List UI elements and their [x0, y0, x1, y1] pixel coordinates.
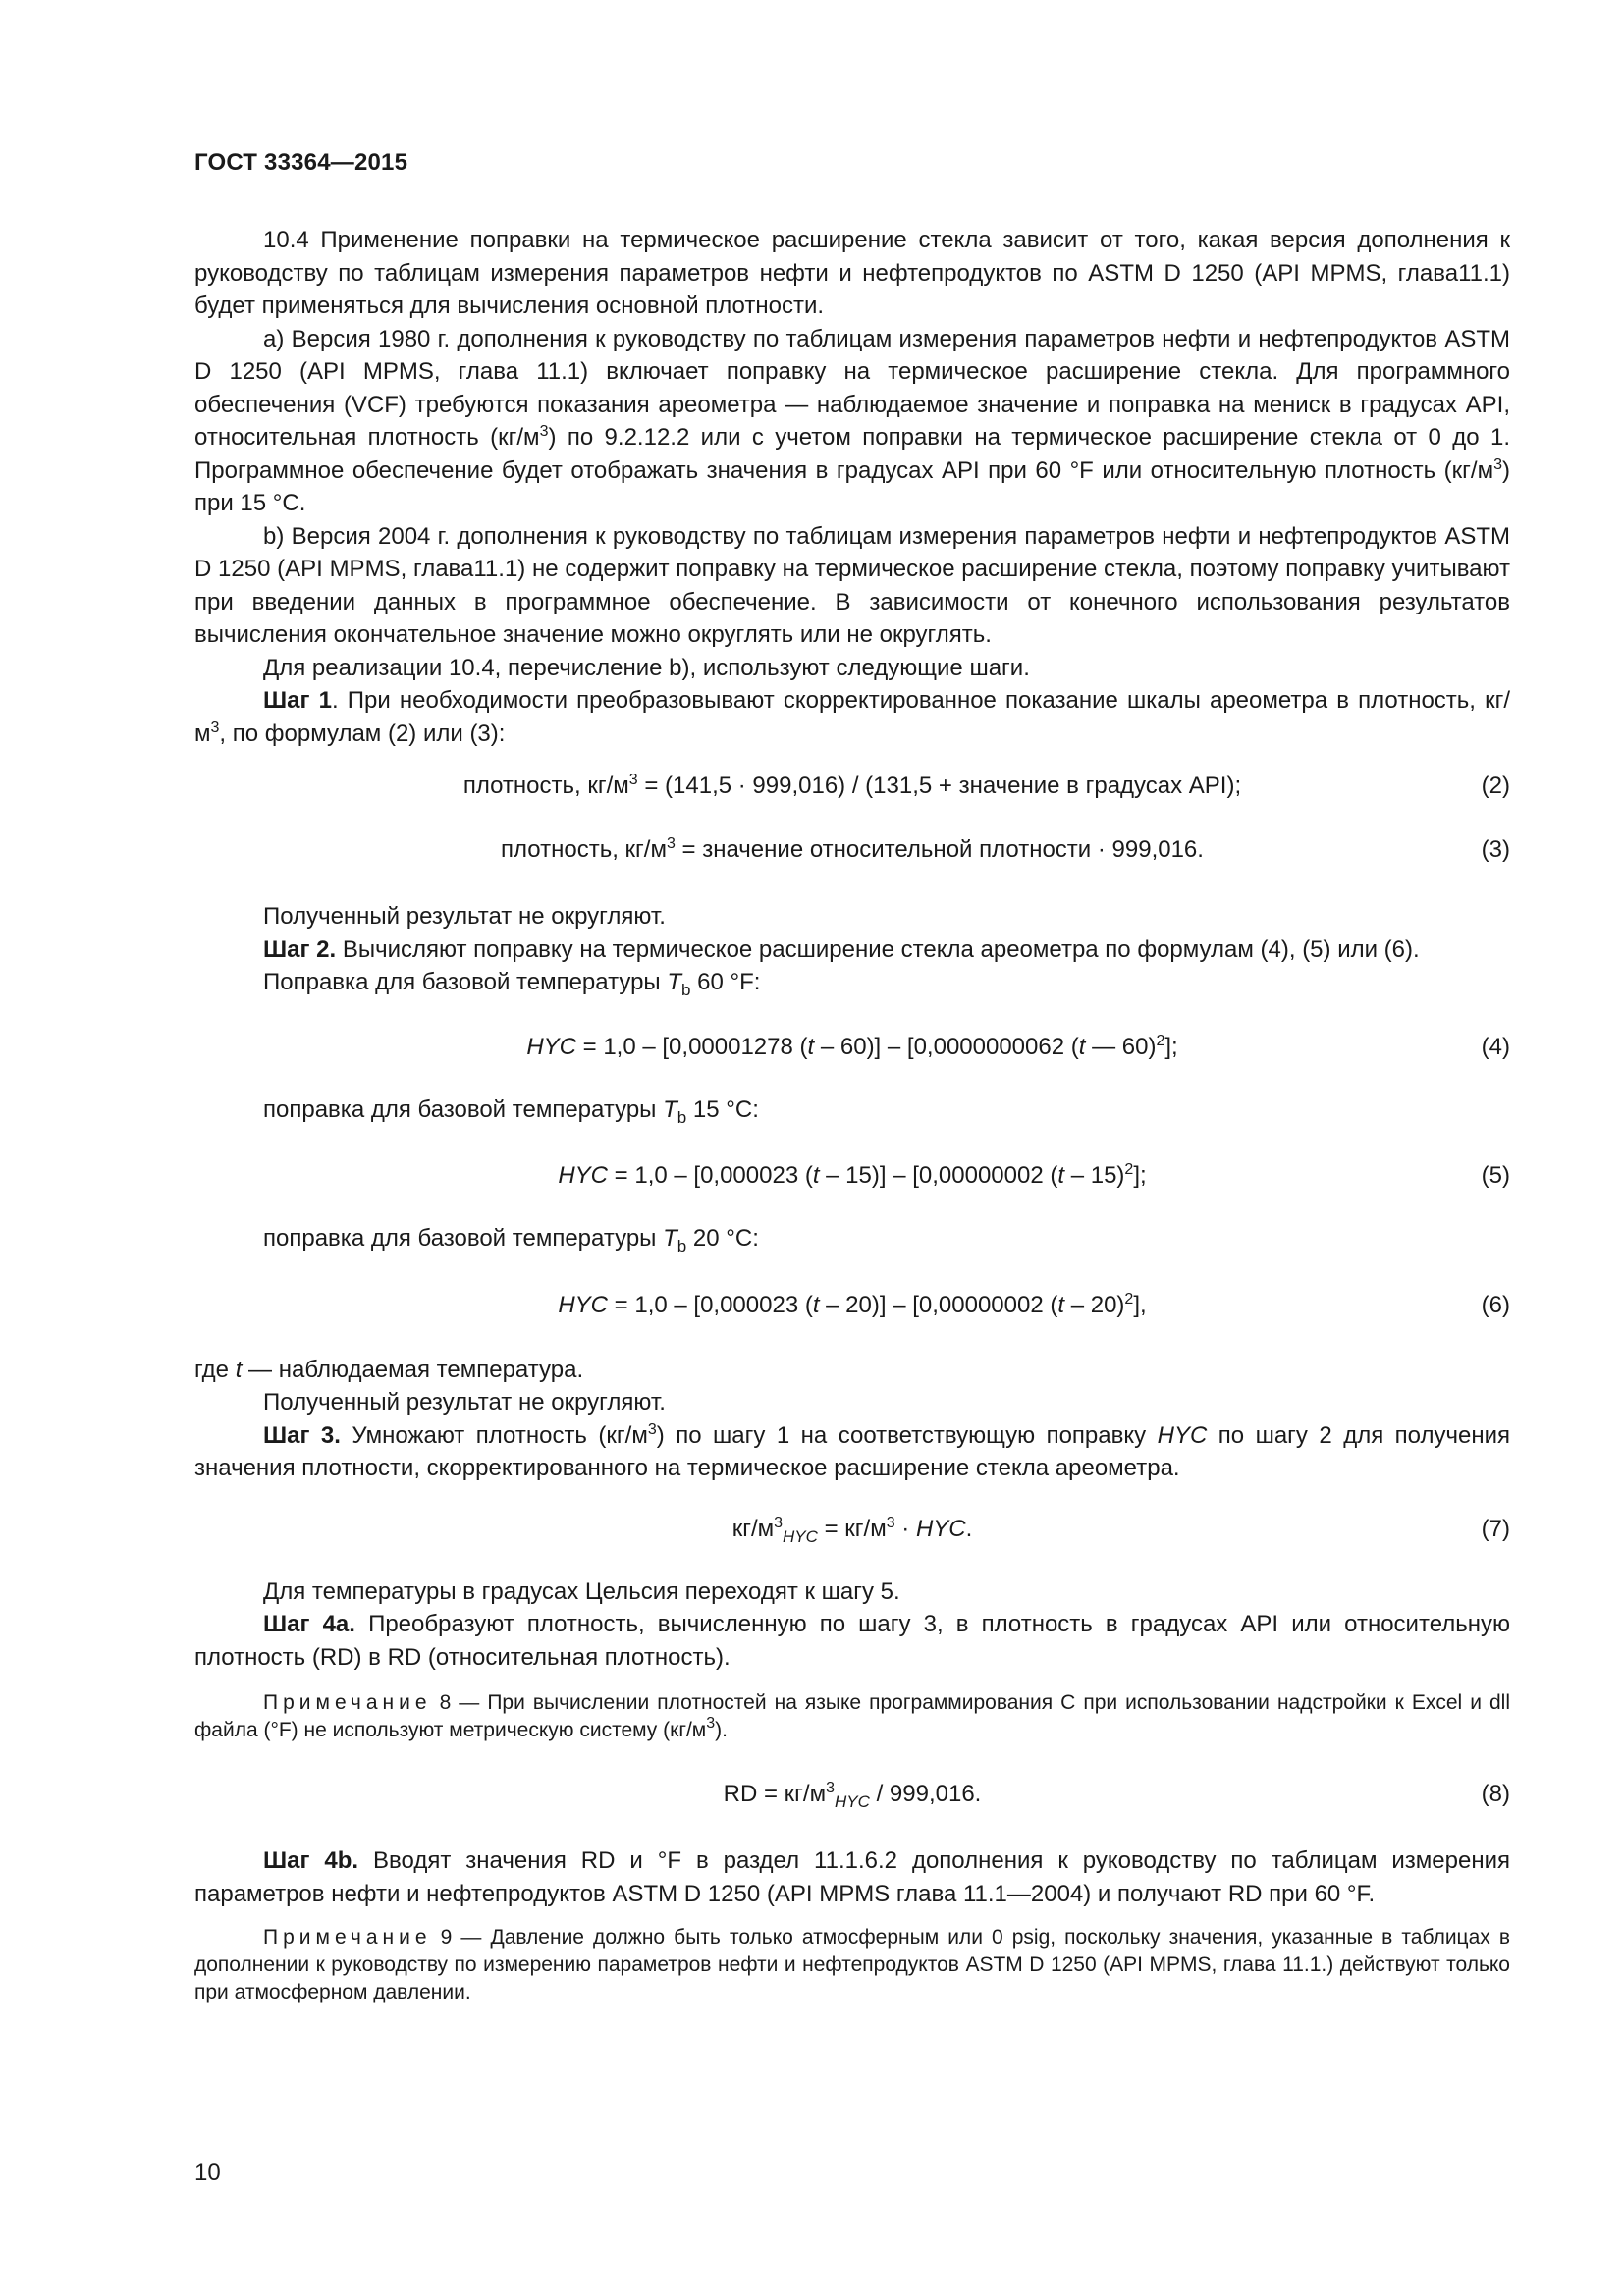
correction-60f: Поправка для базовой температуры $T_b$ 60 °F: [263, 969, 761, 999]
equation-number-2: (2) [1481, 773, 1510, 799]
step-2: Шаг 2. Вычисляют поправку на термическое расширение стекла ареометра по формулам (4), (5) или (6). [263, 935, 1420, 963]
equation-2: плотность, $кг/м^3 = (141,5 \cdot 999,016) / (131,5$ + значение в градусах API); (2) [194, 770, 1510, 803]
correction-20c: поправка для базовой температуры $T_b$ 20 °С: [263, 1225, 759, 1255]
equation-number-8: (8) [1481, 1781, 1510, 1807]
step-4b-label: Шаг 4b. [263, 1847, 359, 1874]
celsius-note: Для температуры в градусах Цельсия переходят к шагу 5. [263, 1577, 900, 1605]
equation-6: HYC = 1,0 – [0,000023 (t – 20)] – [0,00000002 (t – 20)$^2$], (6) [194, 1289, 1510, 1322]
step-1-label: Шаг 1 [263, 687, 332, 714]
equation-7: $кг/м^3_{HYC} = кг/м^3$ · HYC. (7) [731, 1514, 1510, 1546]
where-t: где t — наблюдаемая температура. [194, 1356, 584, 1383]
step-4a: Шаг 4а. Преобразуют плотность, вычисленную по шагу 3, в плотность в градусах API или относительную плотность (RD) в RD (относительная плотность). [194, 1611, 1511, 1671]
equation-number-4: (4) [1481, 1033, 1510, 1060]
page-number: 10 [194, 2160, 221, 2186]
paragraph-a: a) Версия 1980 г. дополнения к руководству по таблицам измерения параметров нефти и нефтепродуктов ASTM D 1250 (API MPMS, глава 11.1) включает поправку на термическое расширение стекла. Для программного обеспечения (VCF) требуются показания ареометра — наблюдаемое значение и поправка на мениск в градусах API, относительная плотность $(кг/м^3)$ по 9.2.12.2 или с учетом поправки на термическое расширение стекла от 0 до 1. Программное обеспечение будет отображать значения в градусах API при 60 °F или относительную плотность $(кг/м^3)$ при 15 °С. [194, 325, 1510, 516]
note-8-label: Примечание [263, 1691, 432, 1714]
step-3: Шаг 3. Умножают плотность $(кг/м^3)$ по шагу 1 на соответствующую поправку HYC по шагу 2 для получения значения плотности, скорректированного на термическое расширение стекла ареометра. [194, 1420, 1511, 1481]
correction-15c: поправка для базовой температуры $T_b$ 15 °С: [263, 1095, 759, 1127]
note-9-label: Примечание [263, 1926, 432, 1949]
no-round-note-2: Полученный результат не округляют. [263, 1389, 666, 1415]
document-page [194, 0, 1510, 2296]
equation-3: плотность, $кг/м^3$ = значение относительной плотности · 999,016. (3) [194, 833, 1510, 867]
equation-number-7: (7) [1481, 1515, 1510, 1542]
equation-number-6: (6) [1481, 1291, 1510, 1318]
step-4a-label: Шаг 4а. [263, 1611, 355, 1637]
step-1: Шаг 1. При необходимости преобразовывают скорректированное показание шкалы ареометра в плотность, $кг/м^3$, по формулам (2) или (3): [194, 687, 1511, 747]
note-8: Примечание 8 — При вычислении плотностей на языке программирования С при использовании надстройки к Excel и dll файла (°F) не используют метрическую систему $(кг/м^3)$. [194, 1691, 1510, 1741]
paragraph-b: b) Версия 2004 г. дополнения к руководству по таблицам измерения параметров нефти и нефтепродуктов ASTM D 1250 (API MPMS, глава11.1) не содержит поправку на термическое расширение стекла, поэтому поправку учитывают при введении данных в программное обеспечение. В зависимости от конечного использования результатов вычисления окончательное значение можно округлять или не округлять. [194, 522, 1510, 648]
step-3-label: Шаг 3. [263, 1421, 341, 1449]
note-9: Примечание 9 — Давление должно быть только атмосферным или 0 psig, поскольку значения, указанные в таблицах в дополнении к руководству по измерению параметров нефти и нефтепродуктов ASTM D 1250 (API MPMS, глава 11.1.) действуют только при атмосферном давлении. [194, 1926, 1510, 2003]
document-header: ГОСТ 33364—2015 [194, 149, 408, 176]
equation-4: HYC = 1,0 – [0,00001278 (t – 60)] – [0,0000000062 (t — 60)$^2$]; (4) [194, 1031, 1510, 1064]
equation-8: RD = $кг/м^3_{HYC} / 999,016$. (8) [723, 1780, 1510, 1811]
step-2-label: Шаг 2. [263, 935, 337, 963]
paragraph-10-4: 10.4 Применение поправки на термическое расширение стекла зависит от того, какая версия дополнения к руководству по таблицам измерения параметров нефти и нефтепродуктов по ASTM D 1250 (API MPMS, глава11.1) будет применяться для вычисления основной плотности. [194, 227, 1510, 319]
equation-number-3: (3) [1481, 836, 1510, 863]
equation-number-5: (5) [1481, 1162, 1510, 1189]
step-4b: Шаг 4b. Вводят значения RD и °F в раздел 11.1.6.2 дополнения к руководству по таблицам измерения параметров нефти и нефтепродуктов ASTM D 1250 (API MPMS глава 11.1—2004) и получают RD при 60 °F. [194, 1847, 1511, 1907]
paragraph-implementation: Для реализации 10.4, перечисление b), используют следующие шаги. [263, 654, 1030, 681]
equation-5: HYC = 1,0 – [0,000023 (t – 15)] – [0,00000002 (t – 15)$^2$]; (5) [194, 1159, 1510, 1193]
document-body [194, 224, 1510, 2006]
no-round-note-1: Полученный результат не округляют. [263, 903, 666, 930]
